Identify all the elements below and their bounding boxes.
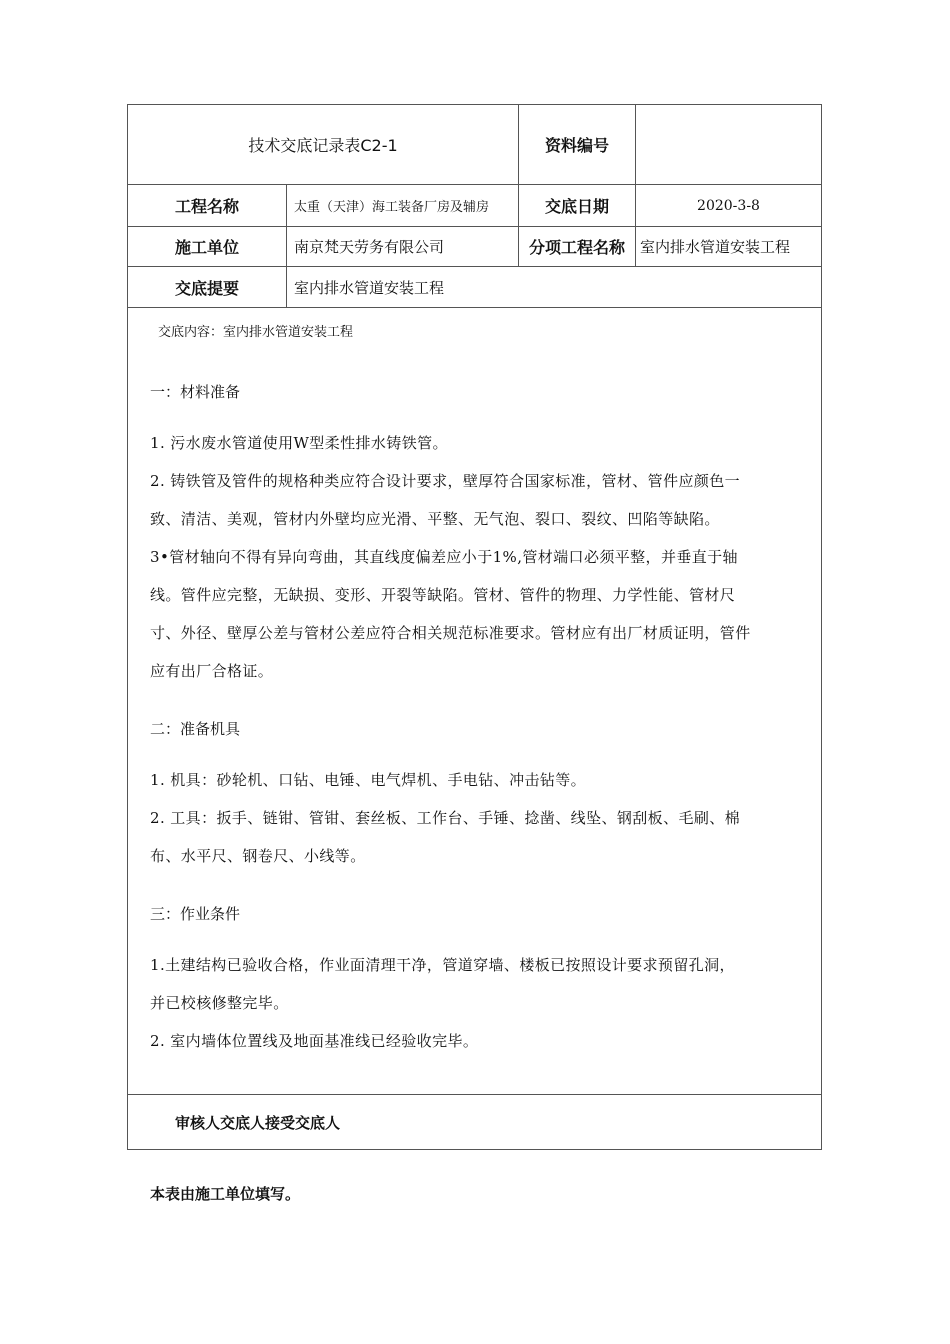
section-title: 三：作业条件: [150, 905, 241, 923]
section-title: 一：材料准备: [150, 383, 241, 401]
doc-no-value: [636, 105, 822, 185]
paragraph-line: 线。管件应完整，无缺损、变形、开裂等缺陷。管材、管件的物理、力学性能、管材尺: [150, 586, 736, 604]
project-row: [128, 185, 822, 227]
doc-no-label: 资料编号: [519, 105, 636, 185]
paragraph-line: 应有出厂合格证。: [150, 662, 274, 680]
section-title: 二：准备机具: [150, 720, 241, 738]
paragraph-line: 2. 室内墙体位置线及地面基准线已经验收完毕。: [150, 1032, 479, 1050]
paragraph-line: 1.土建结构已验收合格，作业面清理干净，管道穿墙、楼板已按照设计要求预留孔洞，: [150, 956, 735, 974]
content-body: [128, 308, 821, 1094]
subproject-label: 分项工程名称: [519, 227, 636, 267]
contractor-value: 南京梵天劳务有限公司: [287, 227, 519, 267]
paragraph-line: 致、清洁、美观，管材内外壁均应光滑、平整、无气泡、裂口、裂纹、凹陷等缺陷。: [150, 510, 720, 528]
form-title: 技术交底记录表C2-1: [128, 105, 519, 185]
signature-row: [128, 1095, 822, 1150]
summary-row: [128, 267, 822, 308]
content-cell: [128, 308, 822, 1095]
paragraph-line: 3•管材轴向不得有异向弯曲，其直线度偏差应小于1%,管材端口必须平整，并垂直于轴: [150, 548, 738, 566]
tech-disclosure-form: [127, 104, 822, 1150]
paragraph-line: 寸、外径、壁厚公差与管材公差应符合相关规范标准要求。管材应有出厂材质证明，管件: [150, 624, 751, 642]
paragraph-line: 并已校核修整完毕。: [150, 994, 289, 1012]
paragraph-line: 1. 机具：砂轮机、口钻、电锤、电气焊机、手电钻、冲击钻等。: [150, 771, 587, 789]
paragraph-line: 2. 工具：扳手、链钳、管钳、套丝板、工作台、手锤、捻凿、线坠、钢刮板、毛刷、棉: [150, 809, 741, 827]
paragraph-line: 1. 污水废水管道使用W型柔性排水铸铁管。: [150, 434, 448, 452]
paragraph-line: 布、水平尺、钢卷尺、小线等。: [150, 847, 366, 865]
header-row: [128, 105, 822, 185]
content-intro: 交底内容：室内排水管道安装工程: [158, 325, 354, 340]
date-label: 交底日期: [519, 185, 636, 227]
project-label: 工程名称: [128, 185, 287, 227]
contractor-row: [128, 227, 822, 267]
summary-value: 室内排水管道安装工程: [287, 267, 822, 308]
footnote: 本表由施工单位填写。: [150, 1185, 301, 1203]
date-value: 2020-3-8: [636, 185, 822, 227]
project-value: 太重（天津）海工装备厂房及辅房: [287, 185, 519, 227]
subproject-value: 室内排水管道安装工程: [636, 227, 822, 267]
summary-label: 交底提要: [128, 267, 287, 308]
content-row: [128, 308, 822, 1095]
paragraph-line: 2. 铸铁管及管件的规格种类应符合设计要求，壁厚符合国家标准，管材、管件应颜色一: [150, 472, 741, 490]
signature-line: 审核人交底人接受交底人: [128, 1095, 822, 1150]
contractor-label: 施工单位: [128, 227, 287, 267]
